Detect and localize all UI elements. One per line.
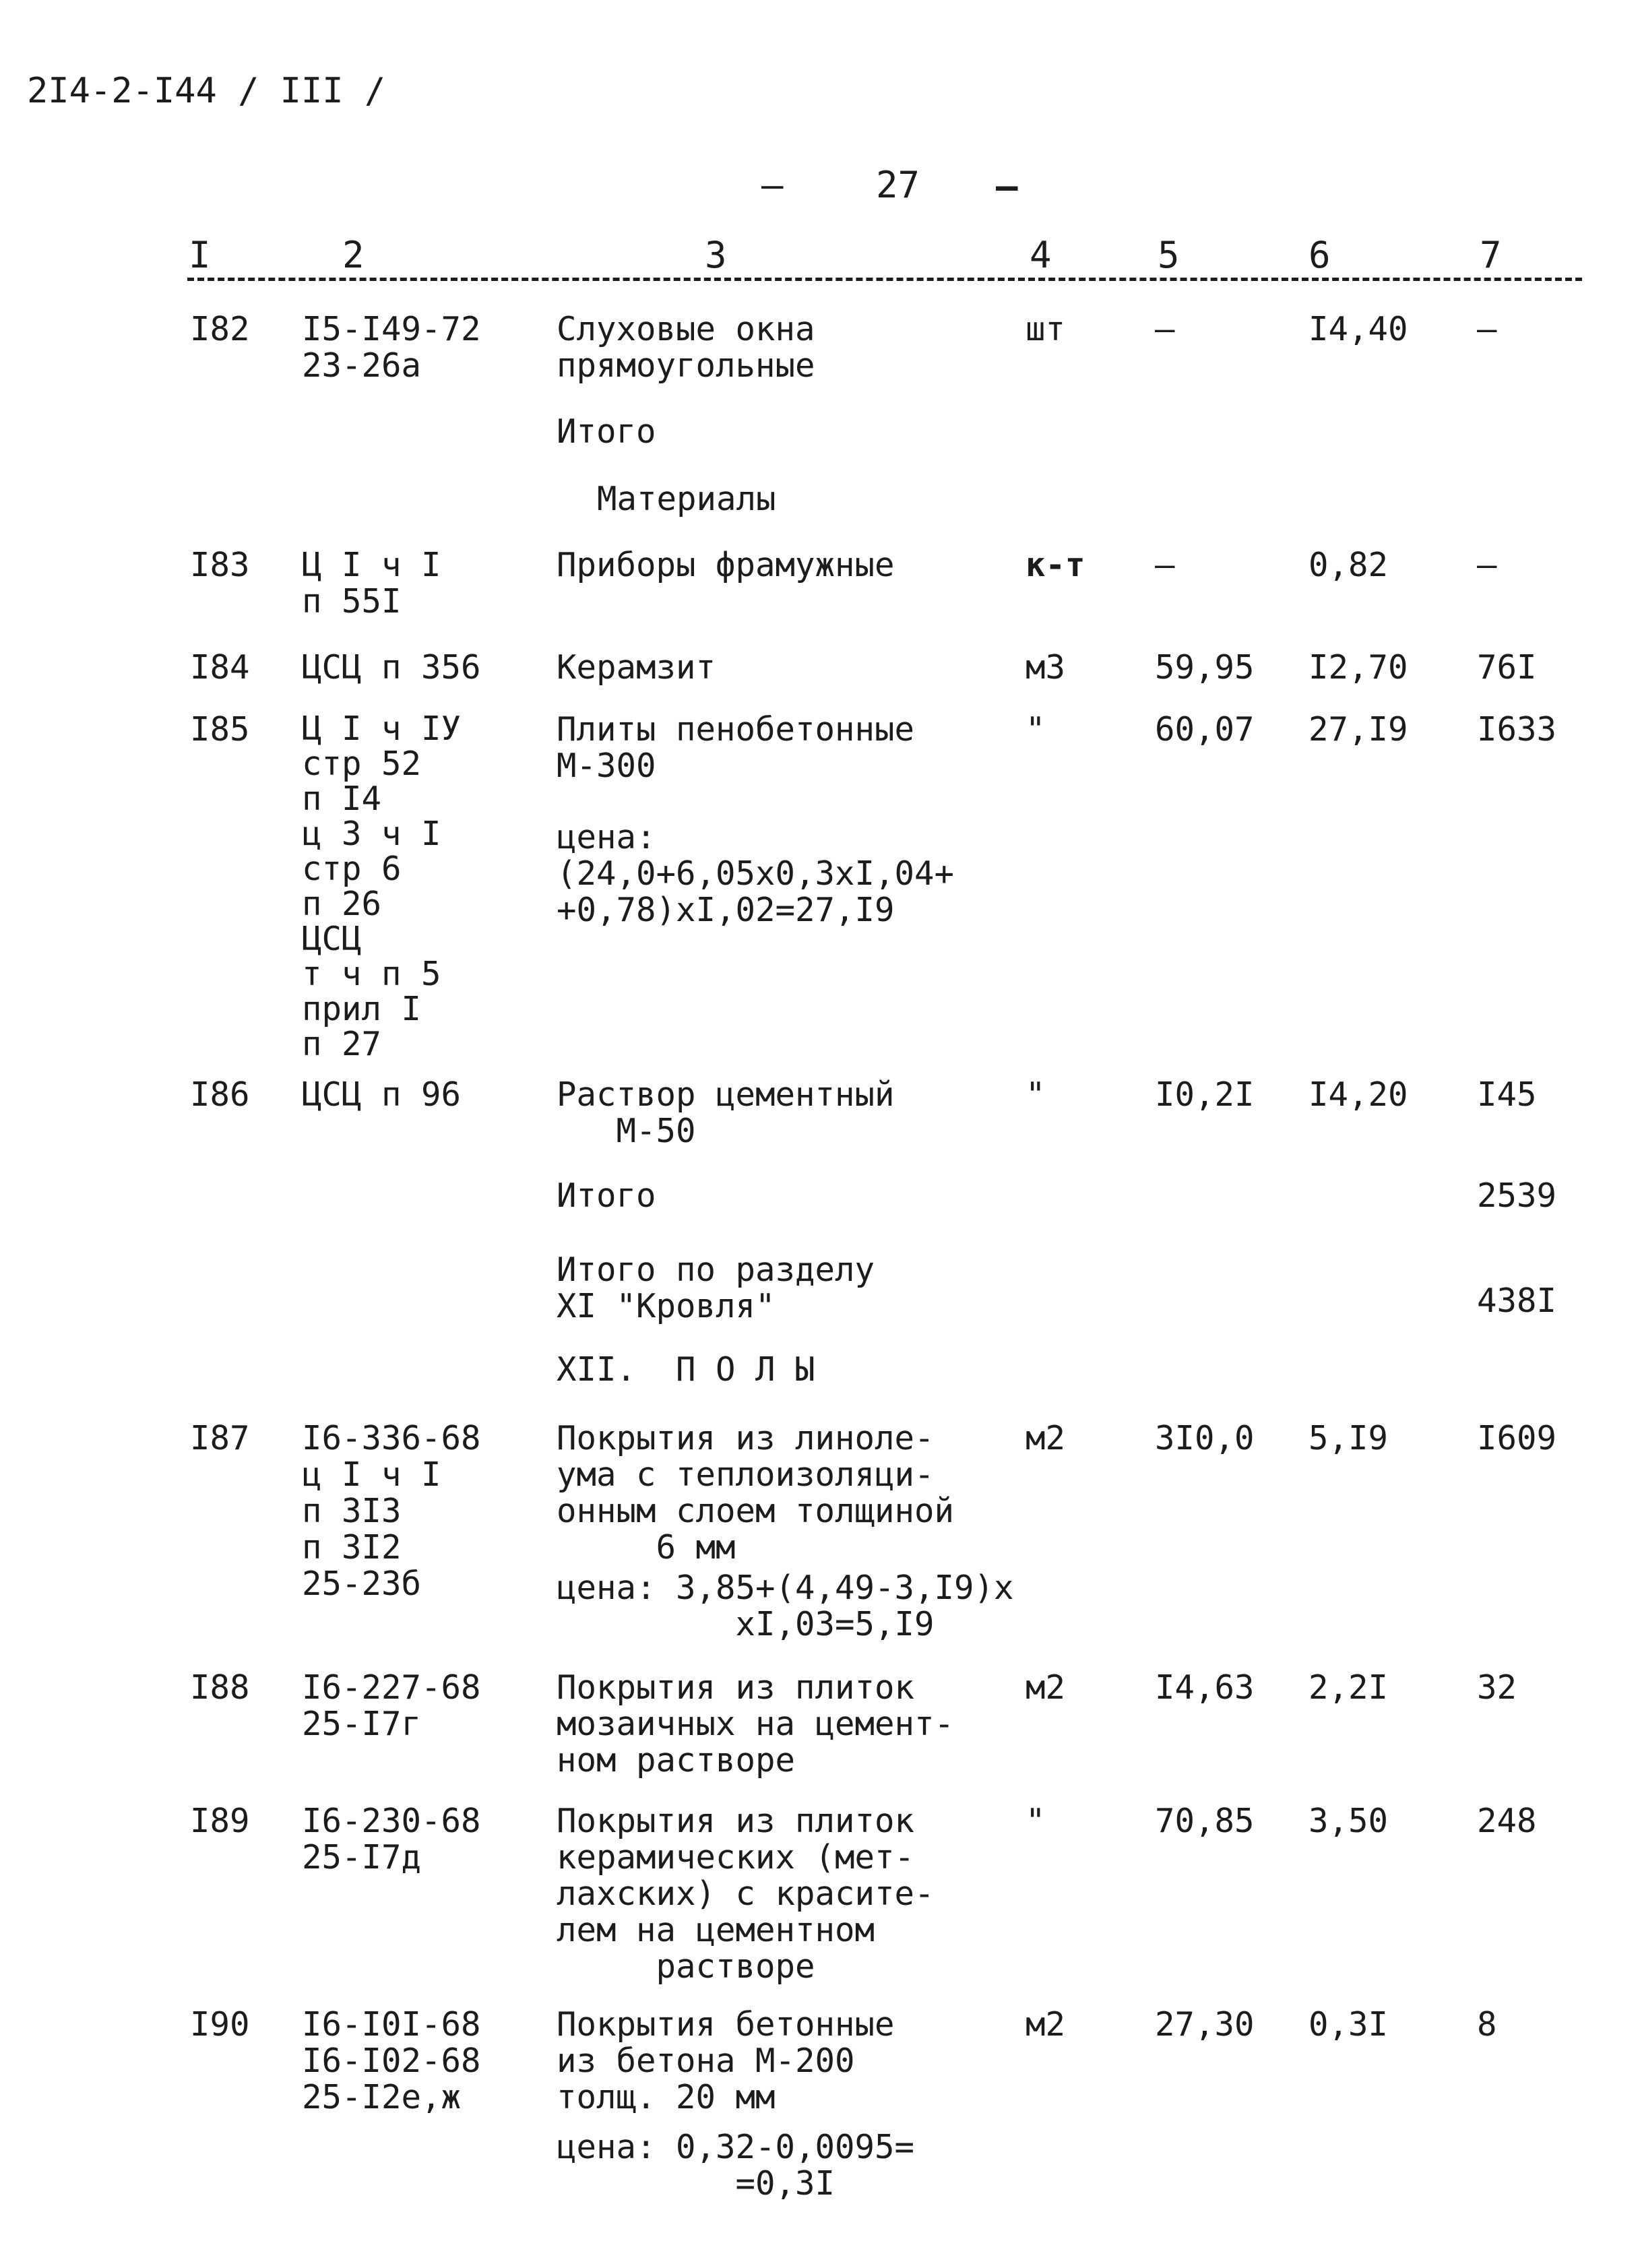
unit-price: 3,50 [1308,1802,1389,1840]
row-number: I83 [190,546,250,584]
price-calculation: цена: 3,85+(4,49-3,I9)х хI,03=5,I9 [557,1569,1014,1643]
item-name: Раствор цементный М-50 [557,1075,895,1150]
norm-code: Ц I ч IУ стр 52 п I4 ц 3 ч I стр 6 п 26 ЦСЦ т ч п 5 прил I п 27 [302,710,462,1063]
norm-code: I6-I0I-68 I6-I02-68 25-I2е,ж [302,2005,481,2116]
item-name: Покрытия из плиток керамических (мет- лахских) с красите- лем на цементном растворе [557,1802,935,1986]
row-number: I87 [190,1419,250,1457]
unit: " [1026,1075,1046,1114]
quantity: 70,85 [1155,1802,1255,1840]
unit: " [1026,710,1046,749]
item-name: Приборы фрамужные [557,546,895,584]
unit-price: I4,40 [1308,310,1408,348]
total: 248 [1477,1802,1537,1840]
item-name: Покрытия из линоле- ума с теплоизоляци- онным слоем толщиной 6 мм [557,1419,955,1567]
document-code: 2I4-2-I44 / III / [27,71,386,111]
unit: к-т [1026,546,1085,584]
item-name: Керамзит [557,648,716,687]
unit: м2 [1026,2005,1066,2044]
unit-price: I4,20 [1308,1075,1408,1114]
unit-price: I2,70 [1308,648,1408,687]
norm-code: I6-227-68 25-I7г [302,1668,481,1743]
row-number: I89 [190,1802,250,1840]
header-col-2: 2 [342,234,365,276]
norm-code: ЦСЦ п 356 [302,648,481,687]
unit: шт [1026,310,1066,348]
row-number: I85 [190,710,250,749]
subtotal-label: Итого [557,1176,656,1215]
unit: м2 [1026,1668,1066,1707]
total: – [1477,310,1497,348]
header-col-4: 4 [1030,234,1052,276]
quantity: 60,07 [1155,710,1255,749]
unit-price: 0,82 [1308,546,1389,584]
subtotal-value: 2539 [1477,1176,1557,1215]
header-col-7: 7 [1480,234,1502,276]
norm-code: I5-I49-72 23-26а [302,310,481,385]
unit: " [1026,1802,1046,1840]
total: 32 [1477,1668,1517,1707]
quantity: – [1155,546,1175,584]
page-number-dash-left: – [761,164,784,206]
norm-code: I6-230-68 25-I7д [302,1802,481,1877]
item-name: Слуховые окна прямоугольные [557,310,815,385]
item-name: Покрытия из плиток мозаичных на цемент- ном растворе [557,1668,955,1779]
row-number: I88 [190,1668,250,1707]
section-heading: ХII. П О Л Ы [557,1350,815,1389]
quantity: I0,2I [1155,1075,1255,1114]
item-name: Плиты пенобетонные М-300 [557,710,915,785]
item-name: Покрытия бетонные из бетона М-200 толщ. 20 мм [557,2005,895,2116]
header-col-6: 6 [1308,234,1331,276]
page-number-dash-right: – [996,165,1018,208]
header-dashed-rule [187,278,1582,281]
row-number: I82 [190,310,250,348]
unit: м2 [1026,1419,1066,1457]
section-total-label: Итого по разделу XI "Кровля" [557,1251,875,1325]
total: I633 [1477,710,1557,749]
unit-price: 27,I9 [1308,710,1408,749]
quantity: 59,95 [1155,648,1255,687]
header-col-5: 5 [1158,234,1180,276]
quantity: 3I0,0 [1155,1419,1255,1457]
materials-heading: Материалы [597,480,776,518]
quantity: I4,63 [1155,1668,1255,1707]
header-col-3: 3 [705,234,727,276]
total: 76I [1477,648,1537,687]
unit-price: 5,I9 [1308,1419,1389,1457]
quantity: 27,30 [1155,2005,1255,2044]
total: 8 [1477,2005,1497,2044]
price-calculation: цена: 0,32-0,0095= =0,3I [557,2128,915,2203]
unit: м3 [1026,648,1066,687]
price-calculation: цена: (24,0+6,05х0,3хI,04+ +0,78)хI,02=27,I9 [557,818,955,929]
norm-code: Ц I ч I п 55I [302,546,441,621]
section-total-value: 438I [1477,1282,1557,1320]
unit-price: 2,2I [1308,1668,1389,1707]
total: – [1477,546,1497,584]
quantity: – [1155,310,1175,348]
row-number: I86 [190,1075,250,1114]
unit-price: 0,3I [1308,2005,1389,2044]
header-col-1: I [189,234,211,276]
norm-code: ЦСЦ п 96 [302,1075,462,1114]
row-number: I84 [190,648,250,687]
row-number: I90 [190,2005,250,2044]
total: I609 [1477,1419,1557,1457]
total: I45 [1477,1075,1537,1114]
subtotal-label: Итого [557,412,656,451]
norm-code: I6-336-68 ц I ч I п 3I3 п 3I2 25-23б [302,1419,481,1603]
page-number: 27 [876,164,920,206]
